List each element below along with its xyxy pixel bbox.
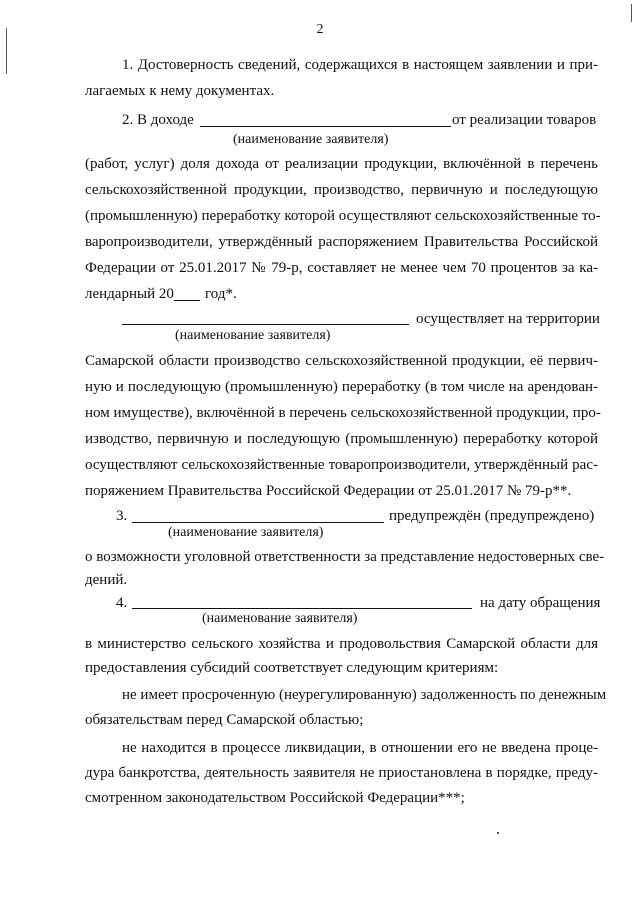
territory-line: ном имуществе), включённой в перечень сельскохозяйственной продукции, про- [85,405,601,421]
item3-caption: (наименование заявителя) [168,525,324,540]
item4-line1: в министерство сельского хозяйства и продовольствия Самарской области для [85,636,598,652]
item3-suffix: предупреждён (предупреждено) [389,508,595,524]
item3-line2: дений. [85,572,128,588]
item2-line: сельскохозяйственной продукции, производство, первичную и последующую [85,182,598,198]
territory-line: ную и последующую (промышленную) переработку (в том числе на арендован- [85,379,598,395]
item2-year-text: лендарный 20 [85,286,174,302]
criterion-liquidation-line1: не находится в процессе ликвидации, в отношении его не введена проце- [122,740,598,756]
criterion-liquidation-line3: смотренном законодательством Российской Федерации***; [85,790,465,806]
page-number: 2 [316,22,324,37]
item4-applicant-blank [132,608,472,609]
item2-applicant-blank [200,126,451,127]
item4-caption: (наименование заявителя) [202,611,358,626]
item2-line: варопроизводители, утверждённый распоряжением Правительства Российской [85,234,598,250]
year-blank [174,300,200,301]
item4-prefix: 4. [116,595,128,611]
item2-suffix: от реализации товаров [452,112,597,128]
item1-line1: 1. Достоверность сведений, содержащихся в настоящем заявлении и при- [122,57,598,73]
territory-line: Самарской области производство сельскохозяйственной продукции, её первич- [85,353,598,369]
territory-line: осуществляют сельскохозяйственные товаропроизводители, утверждённый рас- [85,457,598,473]
item3-prefix: 3. [116,508,128,524]
item2-line: Федерации от 25.01.2017 № 79-р, составляет не менее чем 70 процентов за ка- [85,260,598,276]
item2-line: (промышленную) переработку которой осуществляют сельскохозяйственные то- [85,208,601,224]
territory-line: изводство, первичную и последующую (промышленную) переработку которой [85,431,598,447]
item2-prefix: 2. В доходе [122,112,194,128]
scan-mark [631,4,632,22]
item2-caption: (наименование заявителя) [233,132,389,147]
criterion-liquidation-line2: дура банкротства, деятельность заявителя не приостановлена в порядке, преду- [85,765,598,781]
criterion-debt-line2: обязательствам перед Самарской областью; [85,712,364,728]
scan-mark [6,28,7,74]
territory-suffix: осуществляет на территории [416,311,600,327]
territory-caption: (наименование заявителя) [175,328,331,343]
item2-line: (работ, услуг) доля дохода от реализации продукции, включённой в перечень [85,156,598,172]
territory-applicant-blank [122,324,409,325]
item3-line1: о возможности уголовной ответственности за представление недостоверных све- [85,549,605,565]
territory-last-line: поряжением Правительства Российской Федерации от 25.01.2017 № 79-р**. [85,483,572,499]
item1-line2: лагаемых к нему документах. [85,83,275,99]
item4-line2: предоставления субсидий соответствует следующим критериям: [85,660,499,676]
item4-suffix: на дату обращения [480,595,601,611]
criterion-debt-line1: не имеет просроченную (неурегулированную) задолженность по денежным [122,687,607,703]
item3-applicant-blank [132,522,384,523]
item2-year-suffix: год*. [205,286,237,302]
scan-mark [497,832,499,834]
